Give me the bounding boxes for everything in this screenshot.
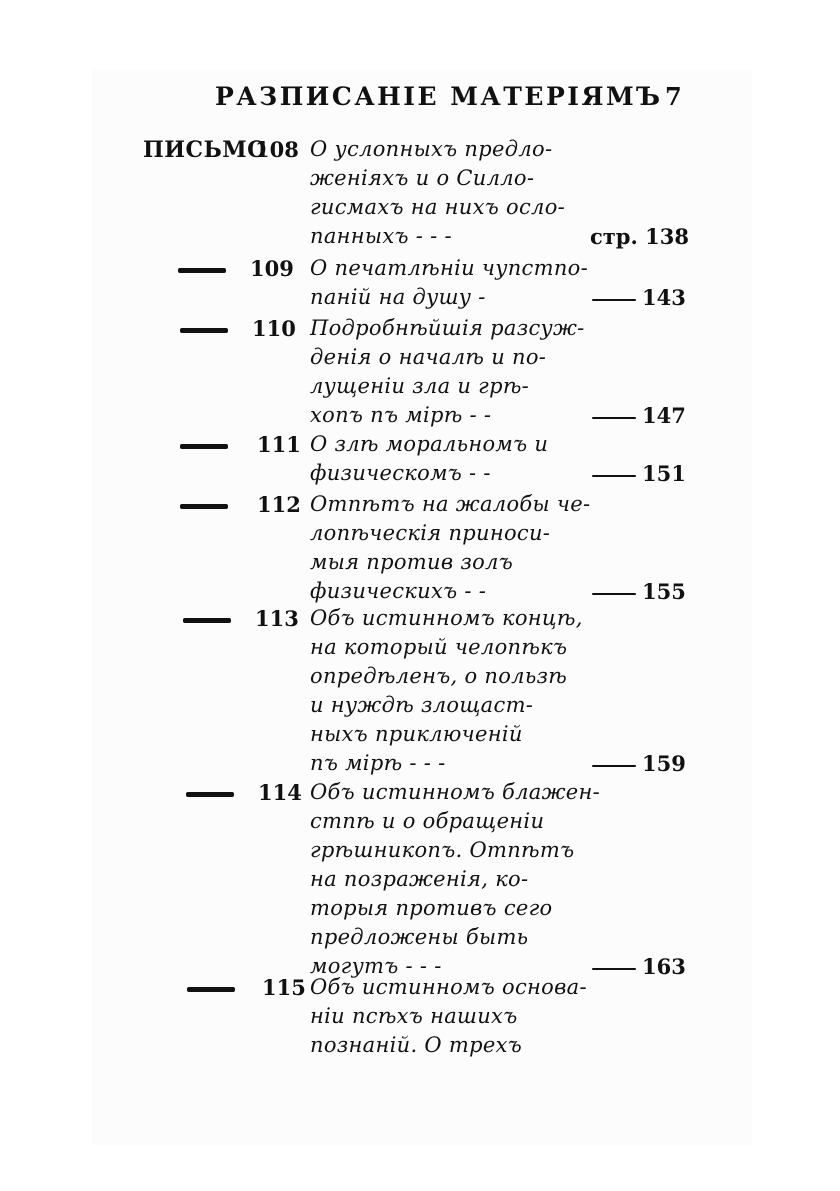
entry-text-line: женіяхъ и о Силло- xyxy=(310,166,535,190)
entry-page-ref: 159 xyxy=(642,751,686,776)
entry-number: 112 xyxy=(257,492,301,517)
entry-text-line: денія о началѣ и по- xyxy=(310,345,547,369)
entry-text-line: Объ истинномъ блажен- xyxy=(310,780,601,804)
page-leader-dash xyxy=(592,475,636,477)
entry-text-line: предложены быть xyxy=(310,925,529,949)
entry-text-line: Объ истинномъ концѣ, xyxy=(310,606,583,630)
page-leader-dash xyxy=(592,765,636,767)
entry-text-line: Отпѣтъ на жалобы че- xyxy=(310,492,591,516)
entry-text-line: познаній. О трехъ xyxy=(310,1033,523,1057)
entry-text-line: физическихъ - - xyxy=(310,579,487,603)
page-leader-dash xyxy=(592,968,636,970)
entry-text-line: панныхъ - - - xyxy=(310,224,452,248)
entry-page-ref: 163 xyxy=(642,954,686,979)
entry-text-line: физическомъ - - xyxy=(310,461,491,485)
entry-text-line: на который челопѣкъ xyxy=(310,635,568,659)
entry-text-line: пъ мірѣ - - - xyxy=(310,751,446,775)
entry-page-ref: стр. 138 xyxy=(590,224,689,249)
entry-text-line: Объ истинномъ основа- xyxy=(310,975,587,999)
entry-text-line: торыя противъ сего xyxy=(310,896,553,920)
entry-text-line: на позраженія, ко- xyxy=(310,867,529,891)
page-title: РАЗПИСАНІЕ МАТЕРІЯМЪ xyxy=(215,82,663,111)
entry-text-line: лопѣческія приноси- xyxy=(310,521,551,545)
entry-page-ref: 143 xyxy=(642,285,686,310)
entry-dash xyxy=(183,618,231,623)
entry-dash xyxy=(178,268,226,273)
entry-text-line: паній на душу - xyxy=(310,285,486,309)
letter-label: ПИСЬМО xyxy=(143,137,267,163)
entry-number: 113 xyxy=(255,606,299,631)
entry-text-line: грѣшникопъ. Отпѣтъ xyxy=(310,838,575,862)
entry-number: 115 xyxy=(262,975,306,1000)
entry-page-ref: 151 xyxy=(642,461,686,486)
entry-number: 109 xyxy=(250,256,294,281)
entry-text-line: могутъ - - - xyxy=(310,954,442,978)
entry-page-ref: 155 xyxy=(642,579,686,604)
entry-number: 111 xyxy=(257,432,301,457)
page-leader-dash xyxy=(592,593,636,595)
entry-page-ref: 147 xyxy=(642,403,686,428)
entry-text-line: опредѣленъ, о пользѣ xyxy=(310,664,568,688)
entry-text-line: О печатлѣніи чупстпо- xyxy=(310,256,588,280)
entry-dash xyxy=(180,328,228,333)
entry-text-line: Подробнѣйшія разсуж- xyxy=(310,316,585,340)
page-leader-dash xyxy=(592,299,636,301)
page-leader-dash xyxy=(592,417,636,419)
entry-text-line: мыя против золъ xyxy=(310,550,514,574)
entry-dash xyxy=(187,987,235,992)
entry-dash xyxy=(186,792,234,797)
entry-text-line: О злѣ моральномъ и xyxy=(310,432,549,456)
page-number: 7 xyxy=(665,82,682,111)
entry-text-line: О услопныхъ предло- xyxy=(310,137,553,161)
entry-dash xyxy=(180,444,228,449)
entry-text-line: хопъ пъ мірѣ - - xyxy=(310,403,492,427)
entry-text-line: и нуждѣ злощаст- xyxy=(310,693,534,717)
entry-text-line: ныхъ приключеній xyxy=(310,722,523,746)
entry-text-line: гисмахъ на нихъ осло- xyxy=(310,195,566,219)
entry-number: 114 xyxy=(258,780,302,805)
entry-text-line: стпѣ и о обращеніи xyxy=(310,809,545,833)
entry-text-line: ніи псѣхъ нашихъ xyxy=(310,1004,518,1028)
entry-number: 110 xyxy=(252,316,296,341)
entry-dash xyxy=(180,504,228,509)
entry-number: 108 xyxy=(255,137,299,162)
entry-text-line: лущеніи зла и грѣ- xyxy=(310,374,530,398)
